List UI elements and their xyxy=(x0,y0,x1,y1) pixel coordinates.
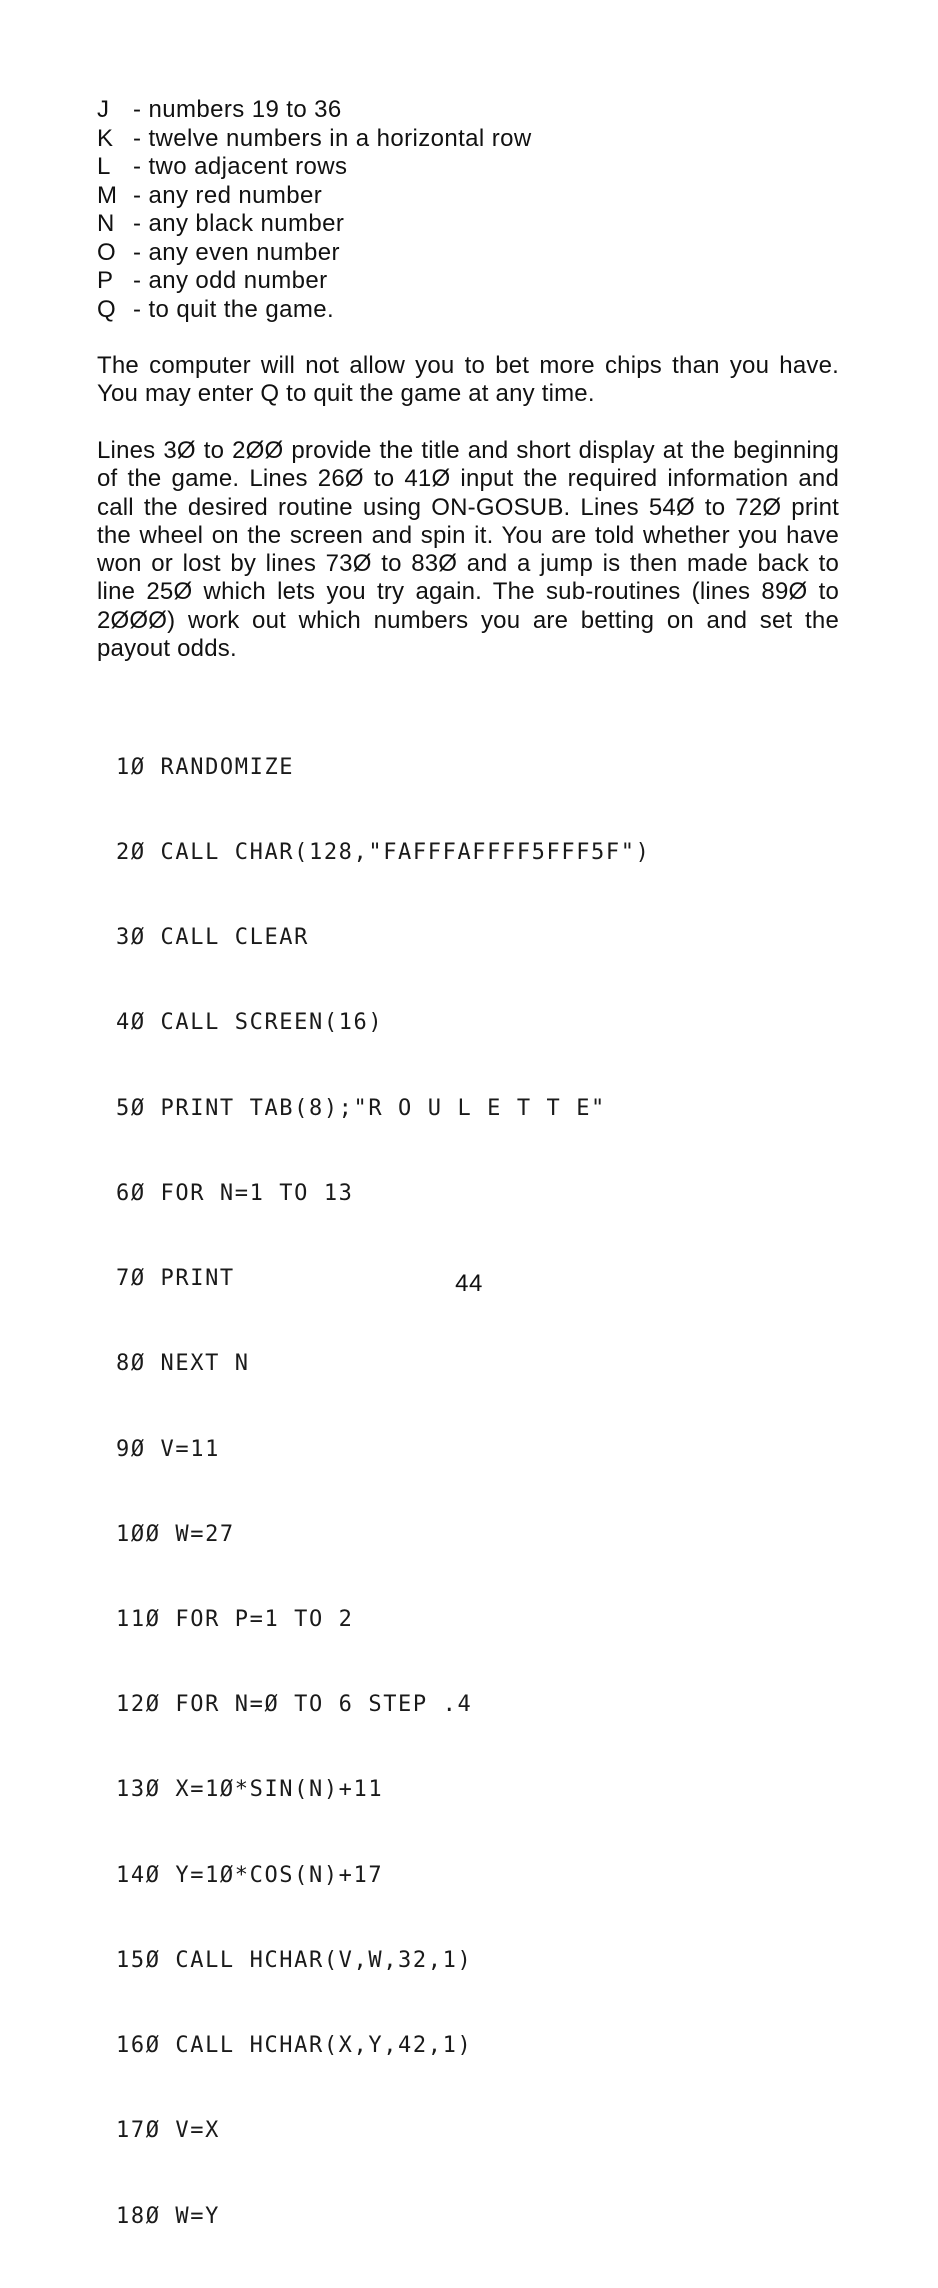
bet-option-key: O xyxy=(97,238,117,266)
bet-option xyxy=(97,296,532,325)
bet-option-description: - twelve numbers in a horizontal row xyxy=(133,125,532,154)
code-line: 17Ø V=X xyxy=(116,2118,220,2144)
basic-code-listing xyxy=(116,697,650,2288)
bet-option-key: J xyxy=(97,96,110,123)
bet-options-list xyxy=(97,96,532,324)
bet-option xyxy=(97,267,532,296)
code-line: 6Ø FOR N=1 TO 13 xyxy=(116,1180,354,1206)
bet-option-description: - any even number xyxy=(133,239,340,268)
bet-option-key: L xyxy=(97,153,111,180)
bet-option xyxy=(97,210,532,239)
bet-option-key: P xyxy=(97,267,114,294)
bet-option-description: - numbers 19 to 36 xyxy=(133,96,342,125)
code-line: 14Ø Y=1Ø*COS(N)+17 xyxy=(116,1862,384,1888)
bet-option xyxy=(97,125,532,154)
bet-option-description: - any black number xyxy=(133,210,344,239)
code-line: 8Ø NEXT N xyxy=(116,1351,250,1377)
bet-option-key: K xyxy=(97,124,114,152)
code-line: 7Ø PRINT xyxy=(116,1266,235,1292)
bet-option-description: - any red number xyxy=(133,182,322,211)
bet-option xyxy=(97,153,532,182)
paragraph-chip-limit: The computer will not allow you to bet more chips than you have. You may enter Q to quit the game at any time. xyxy=(97,352,839,408)
bet-option xyxy=(97,96,532,125)
code-line: 9Ø V=11 xyxy=(116,1436,220,1462)
code-line: 5Ø PRINT TAB(8);"R O U L E T T E" xyxy=(116,1095,606,1121)
code-line: 12Ø FOR N=Ø TO 6 STEP .4 xyxy=(116,1692,473,1718)
code-line: 11Ø FOR P=1 TO 2 xyxy=(116,1607,354,1632)
bet-option-description: - any odd number xyxy=(133,267,328,296)
bet-option-key: N xyxy=(97,210,115,237)
bet-option xyxy=(97,239,532,268)
code-line: 4Ø CALL SCREEN(16) xyxy=(116,1010,384,1036)
code-line: 16Ø CALL HCHAR(X,Y,42,1) xyxy=(116,2033,473,2059)
bet-option-key: Q xyxy=(97,295,117,323)
bet-option-key: M xyxy=(97,181,118,209)
code-line: 2Ø CALL CHAR(128,"FAFFFAFFFF5FFF5F") xyxy=(116,840,651,866)
code-line: 15Ø CALL HCHAR(V,W,32,1) xyxy=(116,1947,473,1973)
page-number: 44 xyxy=(455,1270,483,1297)
code-line: 1Ø RANDOMIZE xyxy=(116,754,295,780)
bet-option-description: - two adjacent rows xyxy=(133,153,347,182)
bet-option xyxy=(97,182,532,211)
code-line: 3Ø CALL CLEAR xyxy=(116,925,309,951)
code-line: 13Ø X=1Ø*SIN(N)+11 xyxy=(116,1777,384,1803)
code-line: 18Ø W=Y xyxy=(116,2203,220,2229)
code-line: 1ØØ W=27 xyxy=(116,1521,235,1547)
bet-option-description: - to quit the game. xyxy=(133,296,334,325)
paragraph-line-explanation: Lines 3Ø to 2ØØ provide the title and short display at the beginning of the game. Lines 26Ø to 41Ø input the required information and call the desired routine using ON-GOSUB. Lines 54Ø to 72Ø print the wheel on the screen and spin it. You are told whether you have won or lost by lines 73Ø to 83Ø and a jump is then made back to line 25Ø which lets you try again. The sub-routines (lines 89Ø to 2ØØØ) work out which numbers you are betting on and set the payout odds. xyxy=(97,437,839,663)
